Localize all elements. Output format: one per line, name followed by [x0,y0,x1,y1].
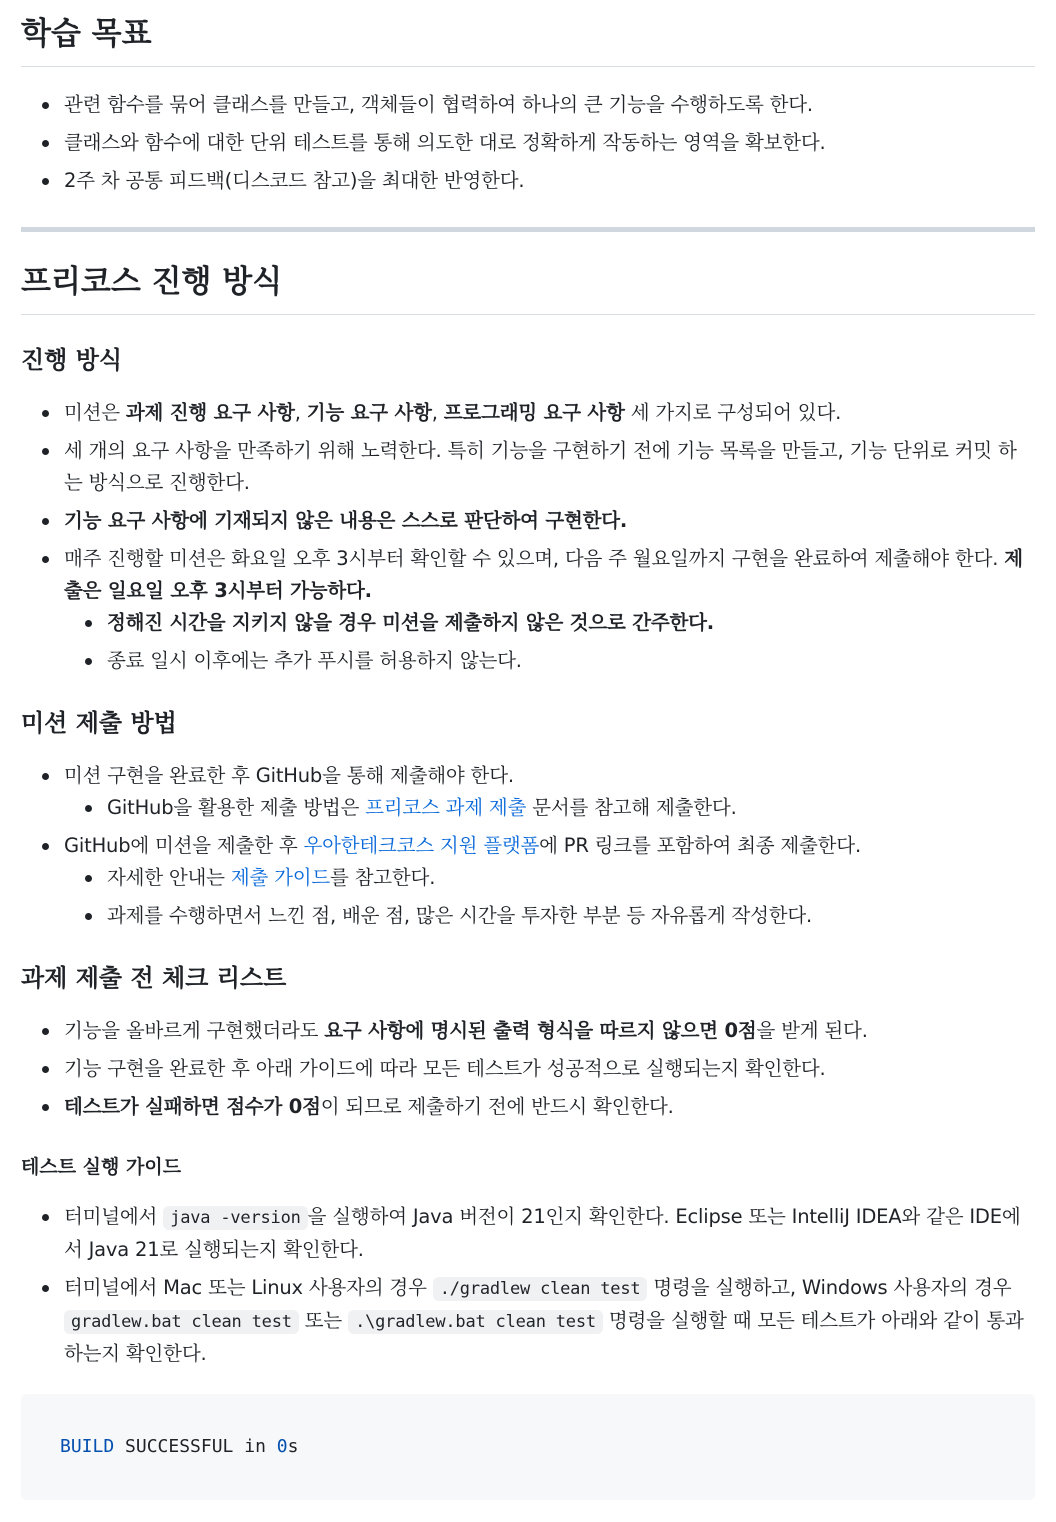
inline-code: gradlew.bat clean test [64,1310,299,1334]
progress-item: 기능 요구 사항에 기재되지 않은 내용은 스스로 판단하여 구현한다. [64,505,1035,537]
progress-heading: 진행 방식 [21,345,123,374]
checklist-item: 테스트가 실패하면 점수가 0점이 되므로 제출하기 전에 반드시 확인한다. [64,1091,1035,1123]
checklist-item: 기능 구현을 완료한 후 아래 가이드에 따라 모든 테스트가 성공적으로 실행되는지 확인한다. [64,1053,1035,1085]
code-block: BUILD SUCCESSFUL in 0s [21,1394,1035,1500]
precourse-heading: 프리코스 진행 방식 [21,263,1035,315]
goals-item: 2주 차 공통 피드백(디스코드 참고)을 최대한 반영한다. [64,165,1035,197]
checklist-item: 기능을 올바르게 구현했더라도 요구 사항에 명시된 출력 형식을 따르지 않으면 0점을 받게 된다. [64,1015,1035,1047]
goals-item: 클래스와 함수에 대한 단위 테스트를 통해 의도한 대로 정확하게 작동하는 영역을 확보한다. [64,127,1035,159]
inline-code: java -version [163,1206,307,1230]
testguide-list [21,1201,1035,1370]
checklist-heading: 과제 제출 전 체크 리스트 [21,963,287,992]
submit-sublist [64,792,1035,824]
progress-item: 세 개의 요구 사항을 만족하기 위해 노력한다. 특히 기능을 구현하기 전에 기능 목록을 만들고, 기능 단위로 커밋 하는 방식으로 진행한다. [64,435,1035,499]
submit-subitem: GitHub을 활용한 제출 방법은 프리코스 과제 제출 문서를 참고해 제출한다. [107,792,1035,824]
submit-heading: 미션 제출 방법 [21,708,177,737]
submit-item: 미션 구현을 완료한 후 GitHub을 통해 제출해야 한다. GitHub을 활용한 제출 방법은 프리코스 과제 제출 문서를 참고해 제출한다. [64,760,1035,824]
checklist-list [21,1015,1035,1123]
progress-sublist [64,607,1035,677]
submit-subitem: 과제를 수행하면서 느낀 점, 배운 점, 많은 시간을 투자한 부분 등 자유롭게 작성한다. [107,900,1035,932]
testguide-item: 터미널에서 java -version 을 실행하여 Java 버전이 21인지 확인한다. Eclipse 또는 IntelliJ IDEA와 같은 IDE에서 Java 21로 실행되는지 확인한다. [64,1201,1035,1266]
submit-item: GitHub에 미션을 제출한 후 우아한테크코스 지원 플랫폼에 PR 링크를 포함하여 최종 제출한다. 자세한 안내는 제출 가이드를 참고한다. 과제를 수행하면서 느낀 점, 배운 점, 많은 시간을 투자한 부분 등 자유롭게 작성한다. [64,830,1035,932]
progress-item: 매주 진행할 미션은 화요일 오후 3시부터 확인할 수 있으며, 다음 주 월요일까지 구현을 완료하여 제출해야 한다. 제출은 일요일 오후 3시부터 가능하다. 정해진 시간을 지키지 않을 경우 미션을 제출하지 않은 것으로 간주한다. 종료 일시 이후에는 추가 푸시를 허용하지 않는다. [64,543,1035,677]
submit-list [21,760,1035,932]
goals-heading: 학습 목표 [21,15,1035,67]
testguide-heading: 테스트 실행 가이드 [21,1155,182,1178]
markdown-page [21,0,1035,1500]
progress-subitem: 종료 일시 이후에는 추가 푸시를 허용하지 않는다. [107,645,1035,677]
progress-item: 미션은 과제 진행 요구 사항, 기능 요구 사항, 프로그래밍 요구 사항 세 가지로 구성되어 있다. [64,397,1035,429]
progress-list [21,397,1035,677]
precourse-submit-link[interactable]: 프리코스 과제 제출 [365,795,527,819]
goals-item: 관련 함수를 묶어 클래스를 만들고, 객체들이 협력하여 하나의 큰 기능을 수행하도록 한다. [64,89,1035,121]
submit-guide-link[interactable]: 제출 가이드 [230,865,331,889]
inline-code: .\gradlew.bat clean test [348,1310,603,1334]
inline-code: ./gradlew clean test [433,1277,648,1301]
progress-subitem: 정해진 시간을 지키지 않을 경우 미션을 제출하지 않은 것으로 간주한다. [107,607,1035,639]
woowa-platform-link[interactable]: 우아한테크코스 지원 플랫폼 [303,833,540,857]
submit-subitem: 자세한 안내는 제출 가이드를 참고한다. [107,862,1035,894]
submit-sublist [64,862,1035,932]
goals-list [21,89,1035,197]
testguide-item: 터미널에서 Mac 또는 Linux 사용자의 경우 ./gradlew clean test 명령을 실행하고, Windows 사용자의 경우 gradlew.bat clean test 또는 .\gradlew.bat clean test 명령을 실행할 때 모든 테스트가 아래와 같이 통과하는지 확인한다. [64,1272,1035,1370]
